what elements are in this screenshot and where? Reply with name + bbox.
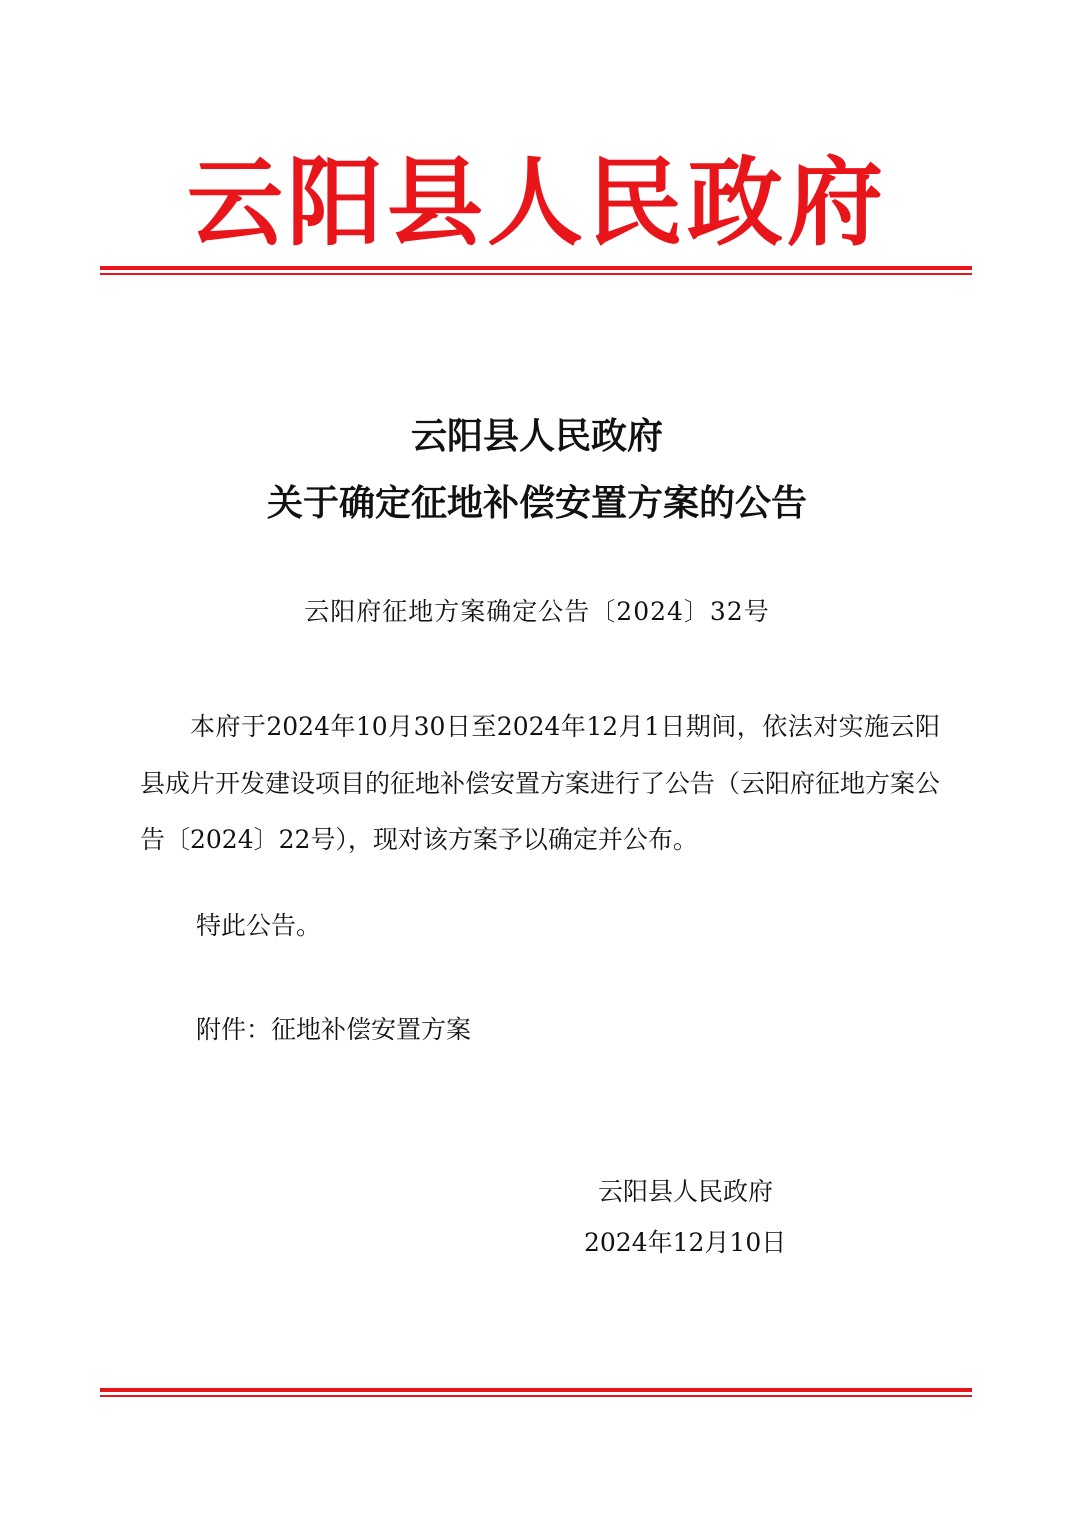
notice-title-line1: 云阳县人民政府 xyxy=(410,415,663,457)
signature-date: 2024年12月10日 xyxy=(584,1228,787,1257)
notice-title-line2: 关于确定征地补偿安置方案的公告 xyxy=(266,482,807,524)
masthead-issuer: 云阳县人民政府 xyxy=(187,146,887,259)
notice-body: 本府于2024年10月30日至2024年12月1日期间，依法对实施云阳县成片开发建设项目的征地补偿安置方案进行了公告（云阳府征地方案公告〔2024〕22号），现对该方案予以确定并公布。 xyxy=(140,712,941,854)
footer-divider xyxy=(100,1388,972,1397)
signature-organization: 云阳县人民政府 xyxy=(598,1177,774,1206)
masthead-divider xyxy=(100,266,972,275)
attachment-line: 附件：征地补偿安置方案 xyxy=(196,1015,472,1044)
notice-closing: 特此公告。 xyxy=(196,911,322,940)
document-number: 云阳府征地方案确定公告〔2024〕32号 xyxy=(304,597,770,626)
